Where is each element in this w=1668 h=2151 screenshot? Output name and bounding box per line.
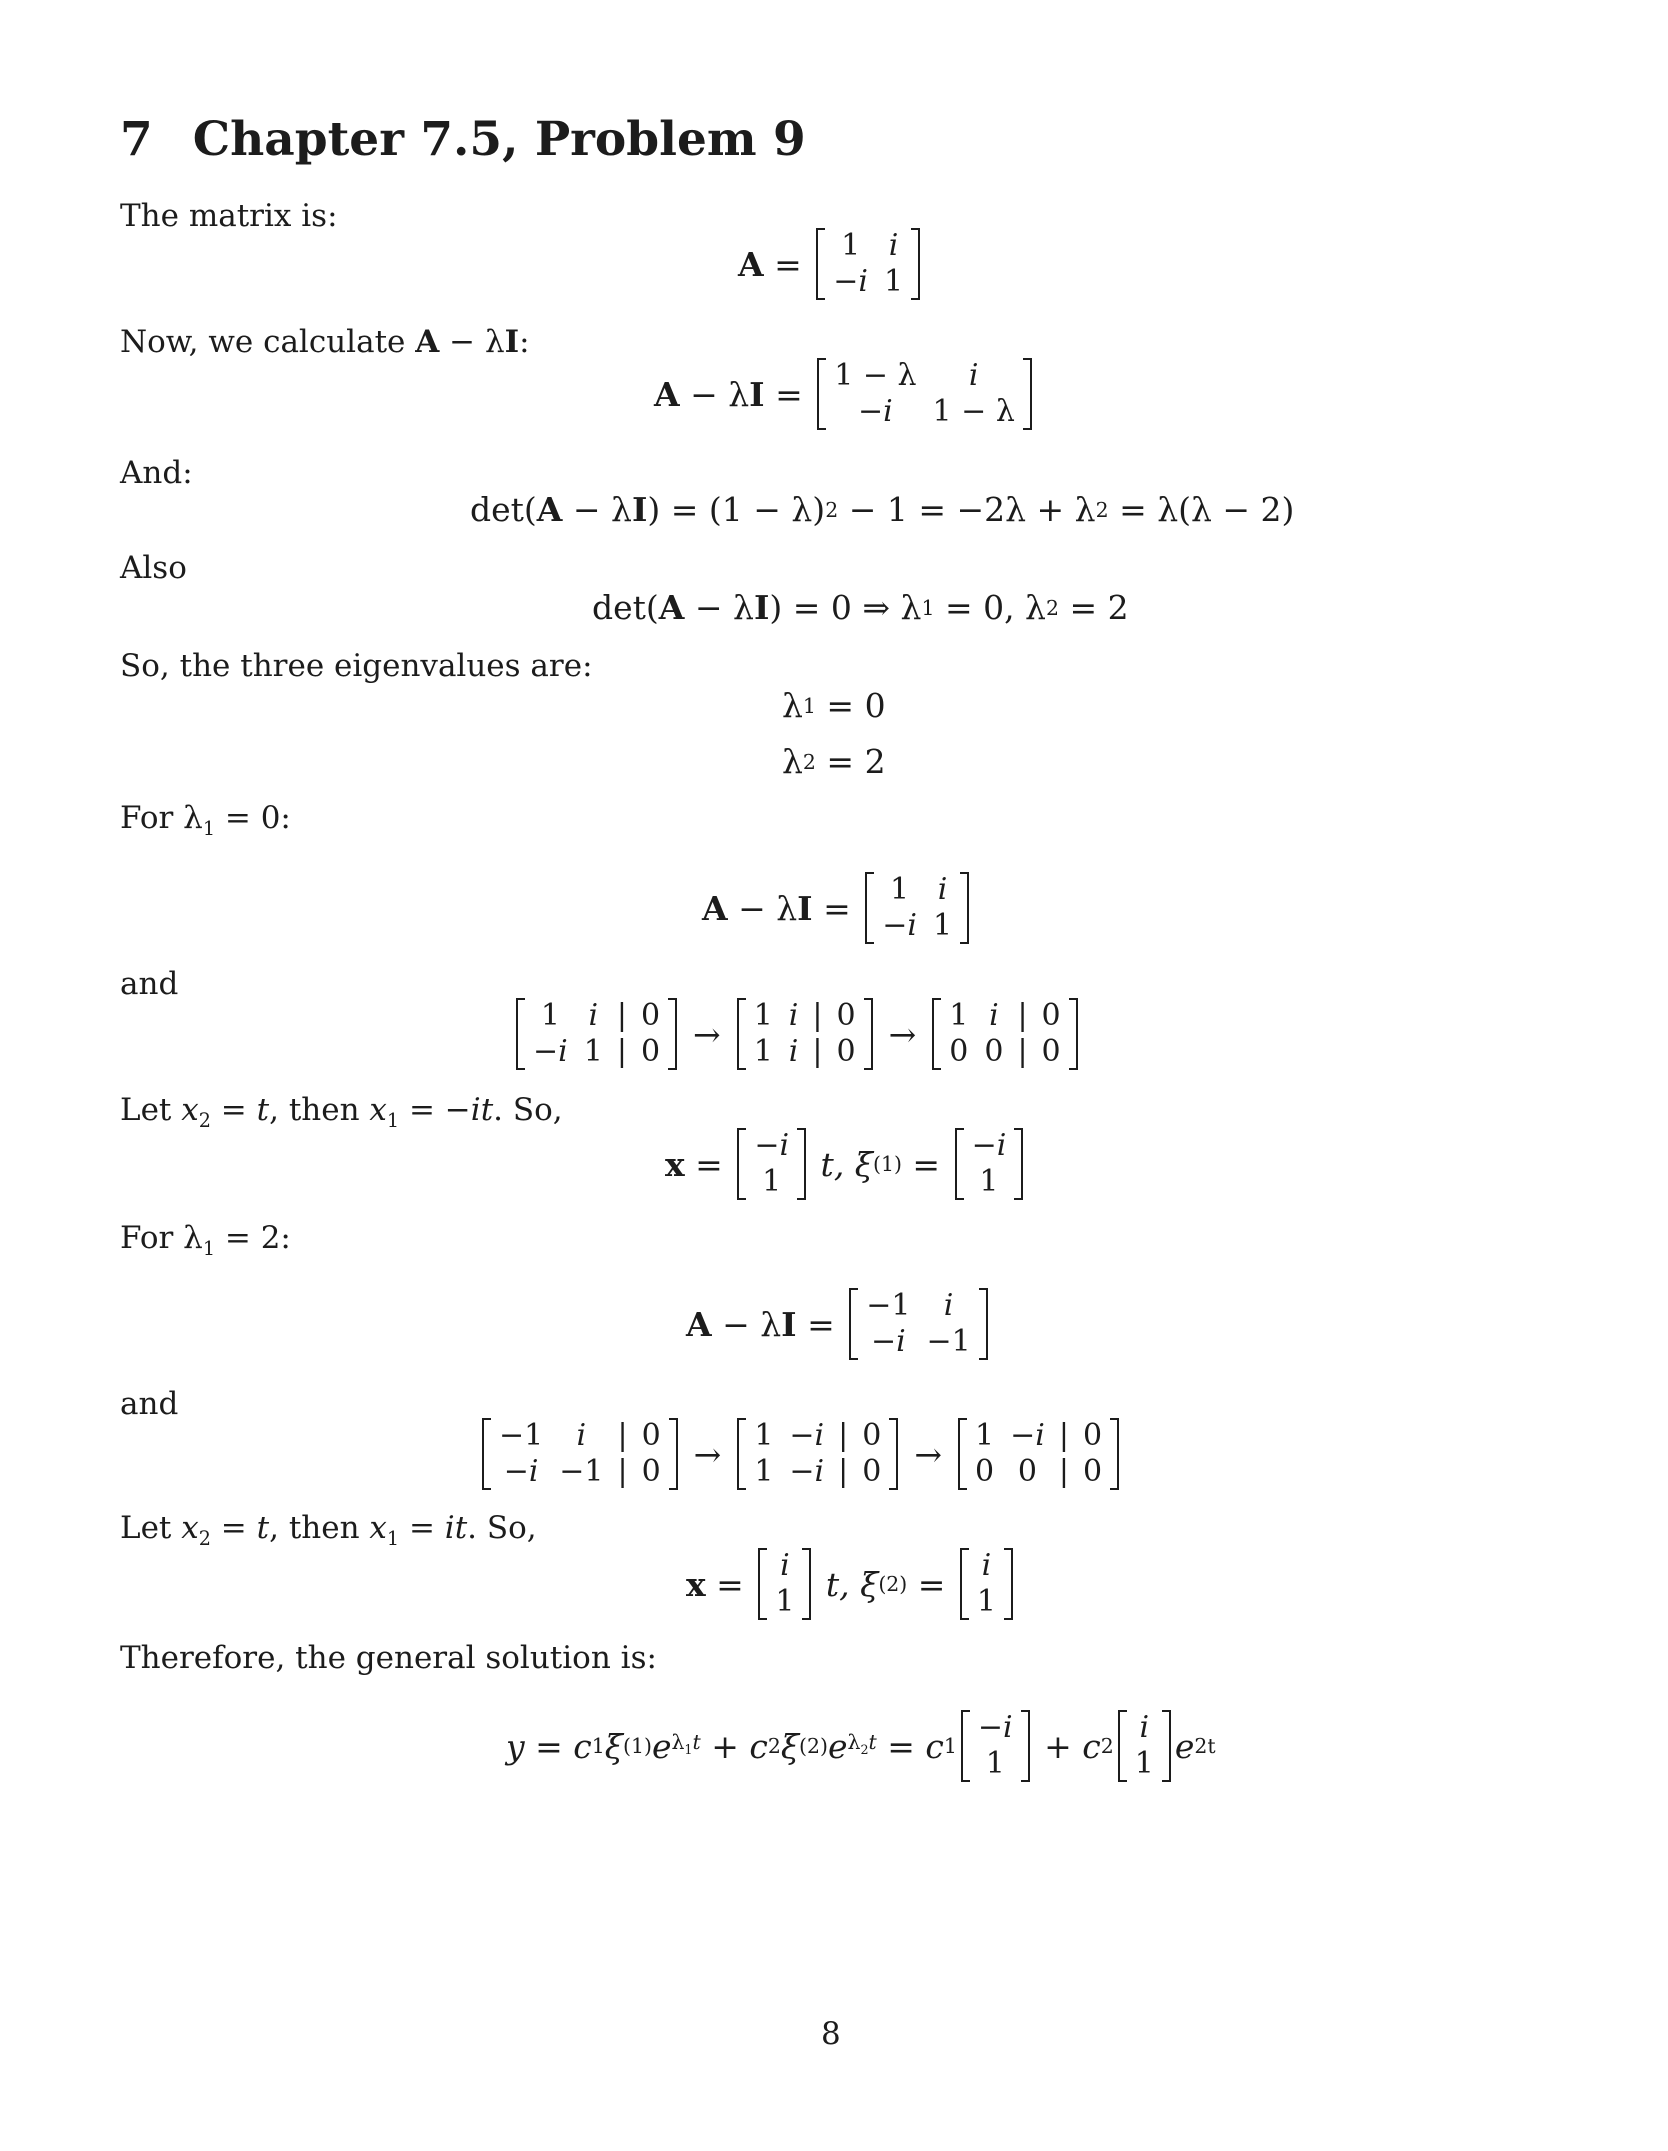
matrix-cell: | <box>838 1454 849 1489</box>
section-title: Chapter 7.5, Problem 9 <box>192 112 806 167</box>
matrix-cell: −1 <box>926 1324 971 1359</box>
matrix-cell: 0 <box>862 1418 882 1453</box>
matrix-cell: −i <box>882 908 917 943</box>
equation-determinant: det( A − λ I ) = (1 − λ) 2 − 1 = −2λ + λ 2 = λ(λ − 2) <box>470 490 1295 529</box>
matrix-cell: 0 <box>1041 1034 1061 1069</box>
matrix-cell: | <box>812 1034 823 1069</box>
matrix-cell: 1 <box>949 998 969 1033</box>
matrix-cell: | <box>1058 1418 1069 1453</box>
paragraph-case1: For $\lambda_1 = 0$: <box>120 800 291 841</box>
matrix-case2 <box>849 1288 987 1360</box>
matrix-cell: 0 <box>640 1034 661 1069</box>
matrix-cell: 0 <box>641 1454 661 1489</box>
paragraph-also: Also <box>120 550 187 586</box>
paragraph-case2-let: Let $x_2 = t$, then $x_1$ = it. So, <box>120 1510 537 1551</box>
matrix-cell: 1 <box>932 908 953 943</box>
matrix-cell: −1 <box>559 1454 604 1489</box>
matrix-cell: i <box>968 358 979 393</box>
equation-case1-matrix: A − λ I = 1 i −i 1 <box>702 872 973 944</box>
matrix-cell: i <box>788 998 799 1033</box>
matrix-cell: i <box>888 228 899 263</box>
equation-matrix-a: A = 1 i −i 1 <box>738 228 924 300</box>
augmented-matrix-case2-step1 <box>482 1418 678 1490</box>
paragraph-case2: For $\lambda_1 = 2$: <box>120 1220 291 1261</box>
matrix-cell: 0 <box>641 1418 661 1453</box>
paragraph-case2-and: and <box>120 1386 179 1422</box>
augmented-matrix-case2-step3 <box>958 1418 1119 1490</box>
matrix-cell: 1 − λ <box>834 358 917 393</box>
equation-eigenvalues: det( A − λ I ) = 0 ⇒ λ 1 = 0, λ 2 = 2 <box>592 588 1129 627</box>
matrix-cell: 1 <box>753 1034 773 1069</box>
matrix-cell: i <box>1139 1710 1150 1745</box>
section-heading <box>120 112 806 167</box>
vector-case1-right <box>955 1128 1024 1200</box>
matrix-cell: | <box>1017 998 1028 1033</box>
matrix-cell: 1 <box>976 1584 997 1619</box>
vector-case2-right <box>960 1548 1013 1620</box>
matrix-cell: 1 <box>883 264 904 299</box>
matrix-cell: | <box>812 998 823 1033</box>
matrix-cell: 1 <box>753 998 773 1033</box>
matrix-cell: i <box>788 1034 799 1069</box>
equation-case2-row-reduction: −1 i | 0 −i −1 | 0 → 1 −i | 0 1 −i | 0 → 1 −i | 0 0 0 | 0 <box>478 1418 1123 1490</box>
matrix-cell: | <box>838 1418 849 1453</box>
matrix-cell: 0 <box>862 1454 882 1489</box>
paragraph-matrix-intro: The matrix is: <box>120 198 338 234</box>
matrix-cell: 0 <box>1082 1454 1103 1489</box>
matrix-cell: 0 <box>984 1034 1004 1069</box>
equation-case2-eigenvector: x = i 1 t, ξ (2) = i 1 <box>686 1548 1017 1620</box>
paragraph-general-solution: Therefore, the general solution is: <box>120 1640 657 1676</box>
matrix-cell: 1 <box>754 1418 774 1453</box>
vector-solution-2 <box>1118 1710 1171 1782</box>
matrix-cell: | <box>616 998 627 1033</box>
matrix-cell: 1 − λ <box>932 394 1015 429</box>
matrix-cell: 0 <box>1017 1454 1038 1489</box>
paragraph-and: And: <box>120 455 193 491</box>
matrix-cell: 1 <box>841 228 861 263</box>
equation-case1-eigenvector: x = −i 1 t, ξ (1) = −i 1 <box>665 1128 1027 1200</box>
matrix-cell: 1 <box>540 998 560 1033</box>
matrix-cell: | <box>616 1034 627 1069</box>
vector-solution-1 <box>961 1710 1030 1782</box>
matrix-cell: i <box>943 1288 954 1323</box>
vector-case2-left <box>758 1548 811 1620</box>
matrix-cell: 1 <box>775 1584 795 1619</box>
matrix-cell: −1 <box>866 1288 911 1323</box>
matrix-cell: −i <box>789 1418 825 1453</box>
matrix-cell: 1 <box>975 1418 995 1453</box>
matrix-cell: i <box>780 1548 790 1583</box>
matrix-cell: | <box>1058 1454 1069 1489</box>
paragraph-case1-let: Let $x_2 = t$, then $x_1 = -it$. So, <box>120 1092 563 1133</box>
matrix-cell: −i <box>789 1454 825 1489</box>
matrix-cell: 1 <box>1134 1746 1154 1781</box>
matrix-cell: −i <box>754 1128 790 1163</box>
matrix-cell: | <box>1017 1034 1028 1069</box>
paragraph-calculate: Now, we calculate A − λI: <box>120 324 530 360</box>
matrix-cell: 0 <box>1082 1418 1103 1453</box>
matrix-cell: −i <box>833 264 868 299</box>
matrix-cell: 1 <box>762 1164 782 1199</box>
equation-a-minus-lambda-i: A − λ I = 1 − λ i −i 1 − λ <box>654 358 1036 430</box>
matrix-cell: 1 <box>979 1164 999 1199</box>
equation-general-solution: y = c 1 ξ (1) e $\lambda_1t$ + c 2 ξ (2) e $\lambda_2t$ = c 1 −i 1 + c 2 i 1 e 2t <box>506 1710 1216 1781</box>
augmented-matrix-case2-step2 <box>737 1418 898 1490</box>
matrix-cell: 0 <box>640 998 661 1033</box>
matrix-cell: 0 <box>949 1034 969 1069</box>
matrix-cell: i <box>989 998 999 1033</box>
matrix-cell: −i <box>1010 1418 1045 1453</box>
augmented-matrix-case1-step3 <box>932 998 1077 1070</box>
equation-case1-row-reduction: 1 i | 0 −i 1 | 0 → 1 i | 0 1 i | 0 → 1 i | 0 0 0 | 0 <box>512 998 1082 1070</box>
matrix-cell: 1 <box>890 872 910 907</box>
page-number: 8 <box>821 2016 841 2052</box>
matrix-cell: 0 <box>836 998 856 1033</box>
equation-case2-matrix: A − λ I = −1 i −i −1 <box>686 1288 992 1360</box>
matrix-cell: −i <box>977 1710 1013 1745</box>
matrix-cell: i <box>937 872 948 907</box>
matrix-cell: | <box>617 1454 628 1489</box>
equation-lambda1: λ 1 = 0 <box>782 686 886 725</box>
paragraph-case1-and: and <box>120 966 179 1002</box>
equation-lambda2: λ 2 = 2 <box>782 742 886 781</box>
vector-case1-left <box>737 1128 806 1200</box>
matrix-cell: 0 <box>836 1034 856 1069</box>
paragraph-eigenvalues: So, the three eigenvalues are: <box>120 648 593 684</box>
matrix-a-minus-lambda-i <box>817 358 1032 430</box>
matrix-cell: −i <box>533 1034 568 1069</box>
matrix-cell: | <box>617 1418 628 1453</box>
matrix-cell: 0 <box>1041 998 1061 1033</box>
matrix-cell: −i <box>870 1324 906 1359</box>
matrix-cell: −i <box>503 1454 539 1489</box>
augmented-matrix-case1-step1 <box>516 998 677 1070</box>
matrix-cell: i <box>576 1418 587 1453</box>
matrix-cell: −i <box>858 394 893 429</box>
matrix-a <box>816 228 920 300</box>
matrix-cell: −1 <box>499 1418 544 1453</box>
section-number: 7 <box>120 112 153 167</box>
matrix-cell: −i <box>971 1128 1007 1163</box>
matrix-cell: 1 <box>583 1034 603 1069</box>
matrix-cell: 1 <box>754 1454 774 1489</box>
matrix-cell: i <box>588 998 599 1033</box>
matrix-cell: 0 <box>975 1454 995 1489</box>
augmented-matrix-case1-step2 <box>737 998 873 1070</box>
matrix-cell: 1 <box>985 1746 1005 1781</box>
matrix-cell: i <box>981 1548 992 1583</box>
matrix-case1 <box>865 872 969 944</box>
